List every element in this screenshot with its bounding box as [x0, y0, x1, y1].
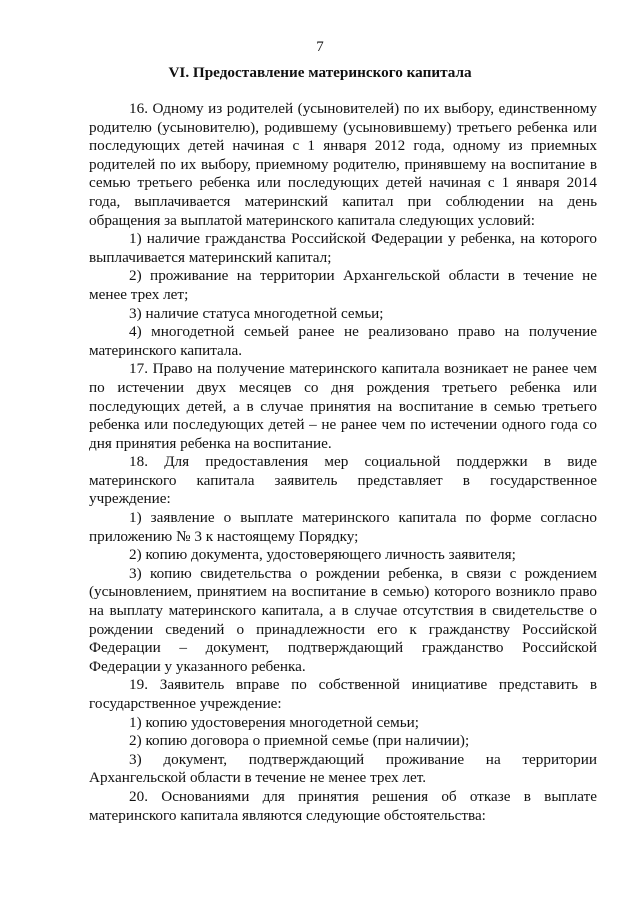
list-item-18-2: 2) копию документа, удостоверяющего личность заявителя;: [129, 546, 516, 564]
list-item-19-3: 3) документ, подтверждающий проживание на территории Архангельской области в течение не менее трех лет.: [89, 750, 597, 787]
paragraph-20: 20. Основаниями для принятия решения об отказе в выплате материнского капитала являются следующие обстоятельства:: [89, 787, 597, 824]
paragraph-16: 16. Одному из родителей (усыновителей) по их выбору, единственному родителю (усыновителю), родившему (усыновившему) третьего ребенка или последующих детей начиная с 1 января 2012 года, одному из приемных родителей по их выбору, приемному родителю, принявшему на воспитание в семью третьего ребенка или последующих детей начиная с 1 января 2014 года, выплачивается материнский капитал при соблюдении на день обращения за выплатой материнского капитала следующих условий:: [89, 100, 597, 229]
section-title: VI. Предоставление материнского капитала: [168, 64, 472, 81]
list-item-16-2: 2) проживание на территории Архангельской области в течение не менее трех лет;: [89, 267, 597, 303]
list-item-19-1: 1) копию удостоверения многодетной семьи;: [129, 713, 419, 731]
list-item-18-3: 3) копию свидетельства о рождении ребенка, в связи с рождением (усыновлением, принятием на воспитание в семью) которого возникло право на выплату материнского капитала, а в случае отсутствия в свидетельстве о рождении сведений о принадлежности его к гражданству Российской Федерации – документ, подтверждающий гражданство Российской Федерации у указанного ребенка.: [89, 564, 597, 675]
list-item-16-4: 4) многодетной семьей ранее не реализовано право на получение материнского капитала.: [89, 323, 597, 359]
document-body: [89, 100, 597, 825]
list-item-16-1: 1) наличие гражданства Российской Федерации у ребенка, на которого выплачивается материнский капитал;: [89, 230, 597, 266]
paragraph-17: 17. Право на получение материнского капитала возникает не ранее чем по истечении двух месяцев со дня рождения третьего ребенка или последующих детей, а в случае принятия на воспитание в семью третьего ребенка или последующих детей – не ранее чем по истечении одного года со дня принятия ребенка на воспитание.: [89, 360, 597, 452]
list-item-16-3: 3) наличие статуса многодетной семьи;: [129, 304, 384, 322]
page-number: 7: [316, 39, 324, 55]
list-item-19-2: 2) копию договора о приемной семье (при наличии);: [129, 732, 470, 750]
paragraph-18: 18. Для предоставления мер социальной поддержки в виде материнского капитала заявитель представляет в государственное учреждение:: [89, 453, 597, 508]
paragraph-19: 19. Заявитель вправе по собственной инициативе представить в государственное учреждение:: [89, 676, 597, 712]
list-item-18-1: 1) заявление о выплате материнского капитала по форме согласно приложению № 3 к настоящему Порядку;: [89, 509, 597, 545]
